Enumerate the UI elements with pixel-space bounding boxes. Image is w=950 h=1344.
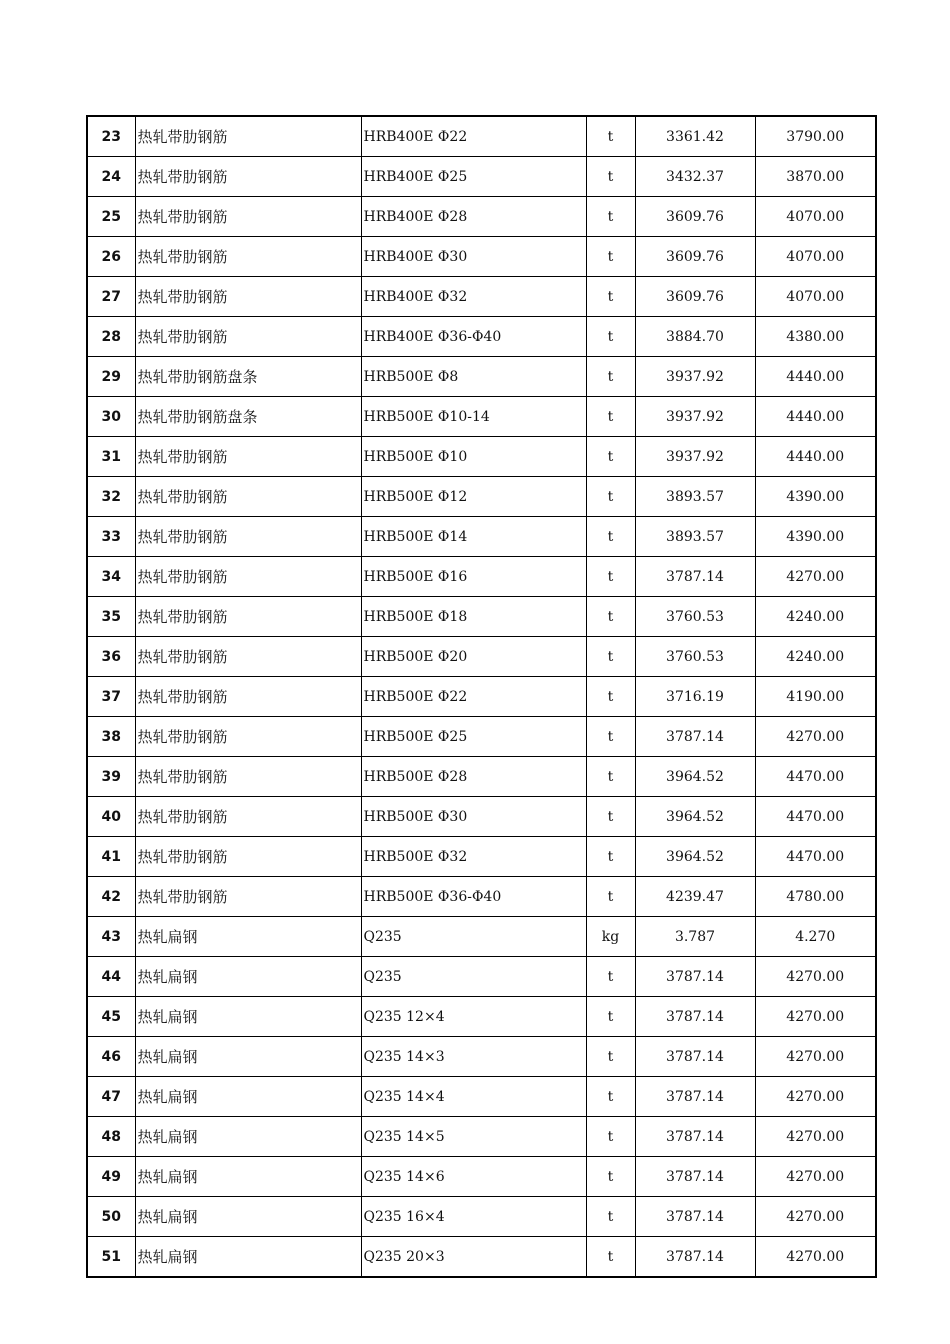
price-excl-tax-cell: 3.787 [635,917,755,957]
unit-cell: t [586,437,635,477]
price-excl-tax-cell: 3787.14 [635,717,755,757]
price-excl-tax-cell: 3937.92 [635,397,755,437]
price-excl-tax-cell: 3884.70 [635,317,755,357]
unit-cell: t [586,237,635,277]
unit-cell: t [586,757,635,797]
price-incl-tax-cell: 4070.00 [755,237,876,277]
unit-cell: t [586,1157,635,1197]
material-name-cell: 热轧带肋钢筋 [135,757,361,797]
price-incl-tax-cell: 4470.00 [755,837,876,877]
price-incl-tax-cell: 4380.00 [755,317,876,357]
row-number-cell: 30 [87,397,135,437]
price-incl-tax-cell: 4190.00 [755,677,876,717]
row-number-cell: 42 [87,877,135,917]
unit-cell: t [586,557,635,597]
price-incl-tax-cell: 4390.00 [755,517,876,557]
material-name-cell: 热轧带肋钢筋 [135,637,361,677]
spec-cell: HRB500E Φ18 [361,597,586,637]
row-number-cell: 43 [87,917,135,957]
table-row [87,597,876,637]
unit-cell: t [586,1077,635,1117]
price-incl-tax-cell: 4270.00 [755,1077,876,1117]
spec-cell: HRB500E Φ28 [361,757,586,797]
table-row [87,997,876,1037]
spec-cell: HRB500E Φ36-Φ40 [361,877,586,917]
table-row [87,717,876,757]
row-number-cell: 26 [87,237,135,277]
spec-cell: Q235 14×5 [361,1117,586,1157]
price-excl-tax-cell: 3787.14 [635,1117,755,1157]
table-row [87,1117,876,1157]
row-number-cell: 32 [87,477,135,517]
row-number-cell: 48 [87,1117,135,1157]
material-name-cell: 热轧扁钢 [135,1117,361,1157]
price-incl-tax-cell: 3790.00 [755,116,876,157]
table-row [87,437,876,477]
unit-cell: t [586,837,635,877]
material-name-cell: 热轧扁钢 [135,917,361,957]
price-excl-tax-cell: 3361.42 [635,116,755,157]
price-excl-tax-cell: 3964.52 [635,837,755,877]
table-row [87,157,876,197]
row-number-cell: 41 [87,837,135,877]
price-incl-tax-cell: 4240.00 [755,597,876,637]
unit-cell: t [586,797,635,837]
unit-cell: kg [586,917,635,957]
table-row [87,317,876,357]
price-excl-tax-cell: 3893.57 [635,477,755,517]
material-name-cell: 热轧带肋钢筋 [135,517,361,557]
row-number-cell: 49 [87,1157,135,1197]
unit-cell: t [586,197,635,237]
unit-cell: t [586,157,635,197]
price-excl-tax-cell: 3787.14 [635,1037,755,1077]
price-incl-tax-cell: 4440.00 [755,357,876,397]
row-number-cell: 51 [87,1237,135,1278]
material-name-cell: 热轧带肋钢筋 [135,797,361,837]
material-name-cell: 热轧带肋钢筋 [135,677,361,717]
price-incl-tax-cell: 4390.00 [755,477,876,517]
price-excl-tax-cell: 3760.53 [635,637,755,677]
spec-cell: Q235 14×3 [361,1037,586,1077]
row-number-cell: 31 [87,437,135,477]
spec-cell: Q235 20×3 [361,1237,586,1278]
row-number-cell: 35 [87,597,135,637]
table-row [87,1037,876,1077]
unit-cell: t [586,317,635,357]
unit-cell: t [586,997,635,1037]
table-row [87,557,876,597]
price-excl-tax-cell: 3937.92 [635,357,755,397]
row-number-cell: 45 [87,997,135,1037]
unit-cell: t [586,597,635,637]
spec-cell: HRB500E Φ22 [361,677,586,717]
table-row [87,277,876,317]
table-row [87,237,876,277]
table-row [87,877,876,917]
material-name-cell: 热轧带肋钢筋 [135,877,361,917]
price-excl-tax-cell: 3787.14 [635,557,755,597]
material-name-cell: 热轧带肋钢筋 [135,717,361,757]
price-incl-tax-cell: 4070.00 [755,277,876,317]
price-incl-tax-cell: 4270.00 [755,1197,876,1237]
spec-cell: HRB400E Φ32 [361,277,586,317]
row-number-cell: 34 [87,557,135,597]
unit-cell: t [586,517,635,557]
spec-cell: HRB500E Φ8 [361,357,586,397]
table-row [87,1237,876,1278]
price-excl-tax-cell: 3432.37 [635,157,755,197]
table-row [87,397,876,437]
material-name-cell: 热轧扁钢 [135,1157,361,1197]
table-row [87,1157,876,1197]
price-excl-tax-cell: 3716.19 [635,677,755,717]
row-number-cell: 47 [87,1077,135,1117]
price-excl-tax-cell: 3787.14 [635,1077,755,1117]
spec-cell: HRB400E Φ22 [361,116,586,157]
spec-cell: HRB400E Φ36-Φ40 [361,317,586,357]
spec-cell: Q235 16×4 [361,1197,586,1237]
unit-cell: t [586,1037,635,1077]
price-excl-tax-cell: 3609.76 [635,197,755,237]
price-incl-tax-cell: 4270.00 [755,1157,876,1197]
row-number-cell: 25 [87,197,135,237]
row-number-cell: 40 [87,797,135,837]
unit-cell: t [586,277,635,317]
price-excl-tax-cell: 3787.14 [635,997,755,1037]
unit-cell: t [586,677,635,717]
spec-cell: Q235 14×6 [361,1157,586,1197]
material-name-cell: 热轧带肋钢筋 [135,837,361,877]
price-incl-tax-cell: 4270.00 [755,717,876,757]
material-name-cell: 热轧带肋钢筋 [135,477,361,517]
material-name-cell: 热轧带肋钢筋 [135,157,361,197]
row-number-cell: 29 [87,357,135,397]
price-incl-tax-cell: 4270.00 [755,557,876,597]
spec-cell: HRB500E Φ32 [361,837,586,877]
price-incl-tax-cell: 4270.00 [755,957,876,997]
spec-cell: Q235 [361,917,586,957]
price-excl-tax-cell: 3787.14 [635,957,755,997]
row-number-cell: 44 [87,957,135,997]
spec-cell: HRB500E Φ20 [361,637,586,677]
table-row [87,837,876,877]
price-incl-tax-cell: 4470.00 [755,797,876,837]
row-number-cell: 36 [87,637,135,677]
spec-cell: HRB500E Φ10 [361,437,586,477]
spec-cell: HRB400E Φ30 [361,237,586,277]
price-incl-tax-cell: 3870.00 [755,157,876,197]
price-table [86,115,877,1278]
material-name-cell: 热轧带肋钢筋 [135,317,361,357]
spec-cell: Q235 14×4 [361,1077,586,1117]
row-number-cell: 24 [87,157,135,197]
material-name-cell: 热轧扁钢 [135,1037,361,1077]
unit-cell: t [586,1117,635,1157]
row-number-cell: 33 [87,517,135,557]
table-row [87,677,876,717]
spec-cell: HRB500E Φ12 [361,477,586,517]
price-incl-tax-cell: 4270.00 [755,1037,876,1077]
row-number-cell: 46 [87,1037,135,1077]
row-number-cell: 39 [87,757,135,797]
price-incl-tax-cell: 4440.00 [755,397,876,437]
spec-cell: Q235 [361,957,586,997]
spec-cell: HRB500E Φ25 [361,717,586,757]
material-name-cell: 热轧扁钢 [135,1237,361,1278]
spec-cell: HRB500E Φ14 [361,517,586,557]
material-name-cell: 热轧带肋钢筋 [135,557,361,597]
price-excl-tax-cell: 3787.14 [635,1197,755,1237]
material-name-cell: 热轧扁钢 [135,957,361,997]
spec-cell: HRB500E Φ10-14 [361,397,586,437]
unit-cell: t [586,957,635,997]
material-name-cell: 热轧带肋钢筋 [135,277,361,317]
unit-cell: t [586,357,635,397]
price-incl-tax-cell: 4270.00 [755,997,876,1037]
unit-cell: t [586,1197,635,1237]
table-row [87,197,876,237]
unit-cell: t [586,477,635,517]
table-row [87,957,876,997]
row-number-cell: 28 [87,317,135,357]
price-excl-tax-cell: 3964.52 [635,757,755,797]
spec-cell: Q235 12×4 [361,997,586,1037]
price-incl-tax-cell: 4240.00 [755,637,876,677]
material-name-cell: 热轧带肋钢筋 [135,197,361,237]
unit-cell: t [586,877,635,917]
price-incl-tax-cell: 4440.00 [755,437,876,477]
row-number-cell: 37 [87,677,135,717]
spec-cell: HRB400E Φ25 [361,157,586,197]
price-excl-tax-cell: 3964.52 [635,797,755,837]
price-incl-tax-cell: 4270.00 [755,1117,876,1157]
price-incl-tax-cell: 4070.00 [755,197,876,237]
row-number-cell: 50 [87,1197,135,1237]
price-excl-tax-cell: 3787.14 [635,1157,755,1197]
spec-cell: HRB500E Φ30 [361,797,586,837]
price-excl-tax-cell: 3937.92 [635,437,755,477]
table-row [87,116,876,157]
price-excl-tax-cell: 3787.14 [635,1237,755,1278]
material-name-cell: 热轧带肋钢筋 [135,597,361,637]
table-row [87,1077,876,1117]
material-name-cell: 热轧扁钢 [135,1197,361,1237]
unit-cell: t [586,717,635,757]
price-incl-tax-cell: 4470.00 [755,757,876,797]
price-excl-tax-cell: 3609.76 [635,277,755,317]
price-excl-tax-cell: 4239.47 [635,877,755,917]
table-row [87,637,876,677]
spec-cell: HRB500E Φ16 [361,557,586,597]
table-row [87,1197,876,1237]
unit-cell: t [586,637,635,677]
row-number-cell: 27 [87,277,135,317]
material-name-cell: 热轧带肋钢筋盘条 [135,357,361,397]
material-name-cell: 热轧扁钢 [135,1077,361,1117]
table-row [87,797,876,837]
price-excl-tax-cell: 3893.57 [635,517,755,557]
material-name-cell: 热轧带肋钢筋 [135,237,361,277]
table-row [87,517,876,557]
table-body [87,116,876,1277]
unit-cell: t [586,1237,635,1278]
price-incl-tax-cell: 4.270 [755,917,876,957]
material-name-cell: 热轧带肋钢筋 [135,116,361,157]
unit-cell: t [586,116,635,157]
price-incl-tax-cell: 4270.00 [755,1237,876,1278]
price-excl-tax-cell: 3609.76 [635,237,755,277]
material-name-cell: 热轧带肋钢筋盘条 [135,397,361,437]
table-row [87,357,876,397]
price-incl-tax-cell: 4780.00 [755,877,876,917]
material-name-cell: 热轧带肋钢筋 [135,437,361,477]
table-row [87,757,876,797]
price-excl-tax-cell: 3760.53 [635,597,755,637]
row-number-cell: 23 [87,116,135,157]
material-name-cell: 热轧扁钢 [135,997,361,1037]
table-row [87,917,876,957]
unit-cell: t [586,397,635,437]
spec-cell: HRB400E Φ28 [361,197,586,237]
row-number-cell: 38 [87,717,135,757]
table-row [87,477,876,517]
